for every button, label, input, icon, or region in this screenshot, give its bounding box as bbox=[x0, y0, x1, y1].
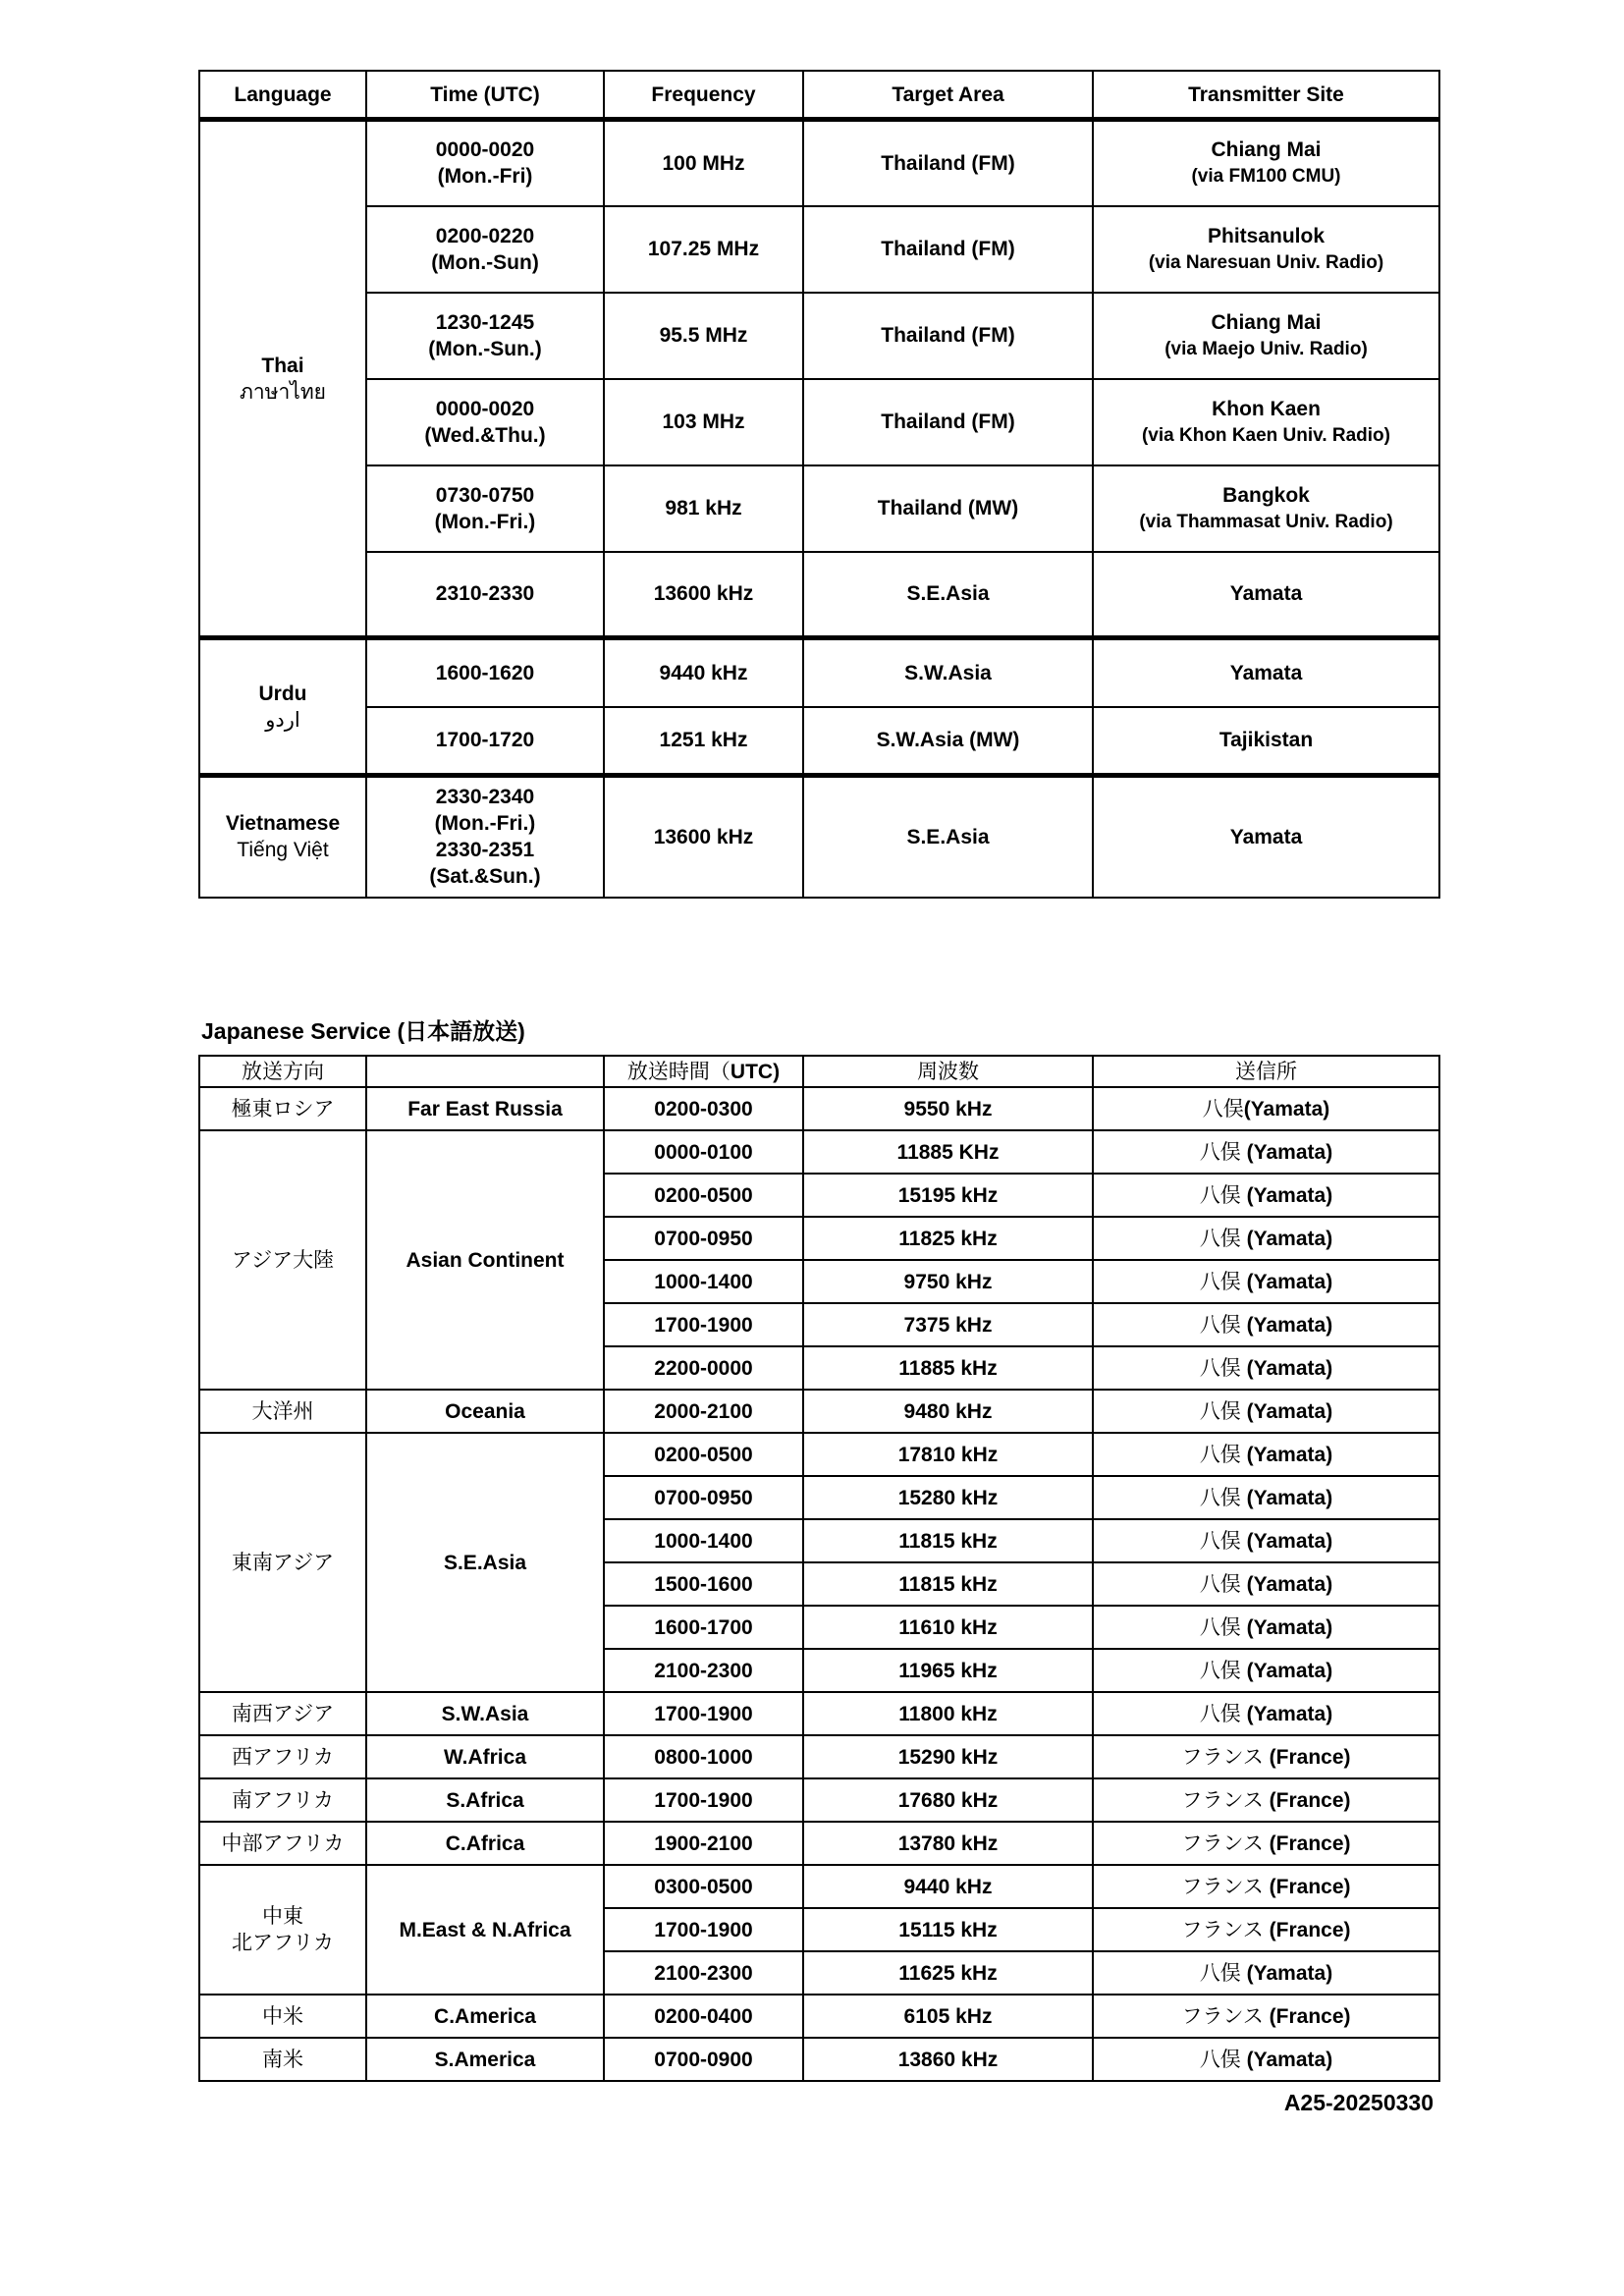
site-name: Yamata bbox=[1229, 825, 1303, 848]
frequency-cell: 11885 kHz bbox=[803, 1346, 1093, 1390]
time-cell: 0200-0500 bbox=[604, 1433, 803, 1476]
site-name: Tajikistan bbox=[1218, 729, 1314, 752]
site-en-name: (France) bbox=[1263, 2004, 1351, 2028]
transmitter-site-cell bbox=[1093, 1217, 1439, 1260]
site-en-name: (Yamata) bbox=[1240, 1961, 1333, 1985]
table-row bbox=[199, 1692, 1439, 1735]
language-cell bbox=[199, 120, 366, 638]
site-via: (via Maejo Univ. Radio) bbox=[1164, 338, 1368, 359]
site-jp-name: フランス bbox=[1181, 2004, 1264, 2028]
direction-en-cell: C.America bbox=[366, 1995, 604, 2038]
frequency-cell: 15280 kHz bbox=[803, 1476, 1093, 1519]
table-row bbox=[199, 1822, 1439, 1865]
site-name: Chiang Mai bbox=[1211, 138, 1322, 162]
site-en-name: (France) bbox=[1263, 1875, 1351, 1898]
direction-jp-cell bbox=[199, 1390, 366, 1433]
site-jp-name: 八俣 bbox=[1199, 1313, 1241, 1337]
target-area-cell: Thailand (MW) bbox=[803, 465, 1093, 552]
frequency-cell: 15195 kHz bbox=[803, 1174, 1093, 1217]
time-cell bbox=[366, 293, 604, 379]
transmitter-site-cell bbox=[1093, 1995, 1439, 2038]
direction-jp-line: アジア大陸 bbox=[231, 1248, 335, 1272]
header-transmitter-site: Transmitter Site bbox=[1093, 71, 1439, 120]
transmitter-site-cell bbox=[1093, 293, 1439, 379]
time-cell: 1700-1900 bbox=[604, 1908, 803, 1951]
direction-en-cell: W.Africa bbox=[366, 1735, 604, 1778]
direction-en-cell: S.America bbox=[366, 2038, 604, 2081]
schedule-header-row bbox=[199, 71, 1439, 120]
time-cell bbox=[366, 552, 604, 638]
site-jp-name: 八俣 bbox=[1199, 1227, 1241, 1250]
transmitter-site-cell bbox=[1093, 707, 1439, 776]
jp-header-frequency: 周波数 bbox=[803, 1056, 1093, 1087]
table-row bbox=[199, 2038, 1439, 2081]
frequency-cell: 11965 kHz bbox=[803, 1649, 1093, 1692]
time-cell bbox=[366, 379, 604, 465]
table-row bbox=[199, 1087, 1439, 1130]
site-name: Yamata bbox=[1229, 661, 1303, 684]
schedule-table bbox=[198, 70, 1440, 899]
table-row bbox=[199, 293, 1439, 379]
target-area-cell: S.E.Asia bbox=[803, 552, 1093, 638]
frequency-cell: 11825 kHz bbox=[803, 1217, 1093, 1260]
direction-jp-cell bbox=[199, 1692, 366, 1735]
table-row bbox=[199, 1865, 1439, 1908]
site-en-name: (Yamata) bbox=[1240, 1183, 1333, 1207]
table-row bbox=[199, 707, 1439, 776]
transmitter-site-cell bbox=[1093, 776, 1439, 898]
time-cell: 2200-0000 bbox=[604, 1346, 803, 1390]
table-row bbox=[199, 638, 1439, 707]
direction-jp-cell bbox=[199, 1087, 366, 1130]
direction-en-cell: Oceania bbox=[366, 1390, 604, 1433]
target-area-cell: Thailand (FM) bbox=[803, 120, 1093, 206]
frequency-cell: 1251 kHz bbox=[604, 707, 803, 776]
direction-jp-line: 南アフリカ bbox=[232, 1788, 334, 1812]
jp-header-time-utc: UTC) bbox=[730, 1060, 781, 1083]
frequency-cell: 17680 kHz bbox=[803, 1778, 1093, 1822]
site-jp-name: 八俣 bbox=[1199, 1486, 1241, 1509]
table-row bbox=[199, 776, 1439, 898]
site-jp-name: 八俣 bbox=[1199, 1615, 1241, 1639]
jp-header-blank bbox=[366, 1056, 604, 1087]
frequency-cell: 7375 kHz bbox=[803, 1303, 1093, 1346]
site-en-name: (France) bbox=[1263, 1831, 1351, 1855]
site-via: (via Khon Kaen Univ. Radio) bbox=[1141, 424, 1390, 446]
time-line: 1600-1620 bbox=[435, 661, 535, 684]
frequency-cell: 11800 kHz bbox=[803, 1692, 1093, 1735]
frequency-cell: 11885 KHz bbox=[803, 1130, 1093, 1174]
time-cell: 2000-2100 bbox=[604, 1390, 803, 1433]
site-name: Bangkok bbox=[1222, 483, 1310, 507]
direction-en-cell: S.E.Asia bbox=[366, 1433, 604, 1692]
frequency-cell: 11610 kHz bbox=[803, 1606, 1093, 1649]
transmitter-site-cell bbox=[1093, 1908, 1439, 1951]
direction-en-cell: M.East & N.Africa bbox=[366, 1865, 604, 1995]
direction-jp-line: 中東 bbox=[262, 1905, 303, 1928]
time-cell: 0200-0400 bbox=[604, 1995, 803, 2038]
time-cell bbox=[366, 206, 604, 293]
time-line: 1230-1245 bbox=[435, 310, 535, 334]
site-en-name: (Yamata) bbox=[1240, 1572, 1333, 1596]
site-jp-name: 八俣 bbox=[1199, 1270, 1241, 1293]
frequency-cell: 9750 kHz bbox=[803, 1260, 1093, 1303]
target-area-cell: S.E.Asia bbox=[803, 776, 1093, 898]
direction-jp-cell bbox=[199, 1433, 366, 1692]
site-jp-name: フランス bbox=[1181, 1875, 1264, 1898]
time-cell: 2100-2300 bbox=[604, 1951, 803, 1995]
direction-jp-line: 極東ロシア bbox=[231, 1097, 335, 1121]
time-cell: 2100-2300 bbox=[604, 1649, 803, 1692]
header-target-area: Target Area bbox=[803, 71, 1093, 120]
frequency-cell: 981 kHz bbox=[604, 465, 803, 552]
site-name: Phitsanulok bbox=[1207, 224, 1326, 247]
table-row bbox=[199, 1735, 1439, 1778]
time-cell bbox=[366, 465, 604, 552]
direction-en-cell: S.W.Asia bbox=[366, 1692, 604, 1735]
site-en-name: (Yamata) bbox=[1240, 1529, 1333, 1553]
target-area-cell: Thailand (FM) bbox=[803, 206, 1093, 293]
transmitter-site-cell bbox=[1093, 1303, 1439, 1346]
transmitter-site-cell bbox=[1093, 120, 1439, 206]
time-line: (Mon.-Fri) bbox=[437, 165, 533, 189]
table-row bbox=[199, 465, 1439, 552]
time-cell: 0700-0950 bbox=[604, 1476, 803, 1519]
time-line: (Mon.-Fri.) bbox=[434, 812, 536, 836]
language-name: Thai bbox=[261, 354, 304, 377]
transmitter-site-cell bbox=[1093, 1260, 1439, 1303]
time-line: (Mon.-Sun) bbox=[431, 250, 539, 274]
site-name: Chiang Mai bbox=[1211, 310, 1322, 334]
site-en-name: (Yamata) bbox=[1240, 1270, 1333, 1293]
time-cell: 1900-2100 bbox=[604, 1822, 803, 1865]
language-name: Urdu bbox=[258, 682, 307, 705]
jp-header-direction: 放送方向 bbox=[199, 1056, 366, 1087]
direction-jp-cell bbox=[199, 1865, 366, 1995]
time-cell: 1700-1900 bbox=[604, 1692, 803, 1735]
language-native-name: Tiếng Việt bbox=[237, 839, 329, 862]
time-cell: 0200-0500 bbox=[604, 1174, 803, 1217]
transmitter-site-cell bbox=[1093, 379, 1439, 465]
site-jp-name: 八俣 bbox=[1199, 1529, 1241, 1553]
direction-jp-cell bbox=[199, 1130, 366, 1390]
time-cell: 1700-1900 bbox=[604, 1778, 803, 1822]
transmitter-site-cell bbox=[1093, 1087, 1439, 1130]
direction-jp-cell bbox=[199, 1822, 366, 1865]
direction-jp-line: 南米 bbox=[262, 2048, 303, 2071]
frequency-cell: 11815 kHz bbox=[803, 1519, 1093, 1562]
frequency-cell: 11625 kHz bbox=[803, 1951, 1093, 1995]
jp-header-site: 送信所 bbox=[1093, 1056, 1439, 1087]
table-row bbox=[199, 1433, 1439, 1476]
time-line: 2330-2340 bbox=[435, 786, 535, 809]
table-row bbox=[199, 1130, 1439, 1174]
site-en-name: (Yamata) bbox=[1240, 1443, 1333, 1466]
site-jp-name: フランス bbox=[1181, 1831, 1264, 1855]
direction-jp-cell bbox=[199, 1778, 366, 1822]
table-row bbox=[199, 206, 1439, 293]
table-row bbox=[199, 1995, 1439, 2038]
transmitter-site-cell bbox=[1093, 1346, 1439, 1390]
site-en-name: (Yamata) bbox=[1243, 1097, 1330, 1121]
site-jp-name: フランス bbox=[1181, 1918, 1264, 1941]
time-cell: 0000-0100 bbox=[604, 1130, 803, 1174]
transmitter-site-cell bbox=[1093, 1174, 1439, 1217]
frequency-cell: 103 MHz bbox=[604, 379, 803, 465]
time-cell bbox=[366, 120, 604, 206]
table-row bbox=[199, 1390, 1439, 1433]
time-line: (Mon.-Fri.) bbox=[434, 510, 536, 533]
transmitter-site-cell bbox=[1093, 1735, 1439, 1778]
time-line: 1700-1720 bbox=[435, 729, 535, 752]
frequency-cell: 15290 kHz bbox=[803, 1735, 1093, 1778]
transmitter-site-cell bbox=[1093, 1865, 1439, 1908]
transmitter-site-cell bbox=[1093, 638, 1439, 707]
time-line: (Wed.&Thu.) bbox=[424, 423, 546, 447]
site-jp-name: 八俣 bbox=[1199, 1140, 1241, 1164]
language-native-name: ภาษาไทย bbox=[240, 380, 326, 404]
direction-en-cell: Far East Russia bbox=[366, 1087, 604, 1130]
time-line: 0000-0020 bbox=[435, 138, 535, 162]
direction-jp-line: 中部アフリカ bbox=[221, 1831, 345, 1855]
site-en-name: (Yamata) bbox=[1240, 1356, 1333, 1380]
time-line: (Sat.&Sun.) bbox=[429, 865, 541, 889]
transmitter-site-cell bbox=[1093, 465, 1439, 552]
time-line: 0730-0750 bbox=[435, 483, 535, 507]
header-language: Language bbox=[199, 71, 366, 120]
site-en-name: (Yamata) bbox=[1240, 1140, 1333, 1164]
site-via: (via FM100 CMU) bbox=[1191, 166, 1341, 188]
frequency-cell: 13600 kHz bbox=[604, 776, 803, 898]
frequency-cell: 6105 kHz bbox=[803, 1995, 1093, 2038]
transmitter-site-cell bbox=[1093, 206, 1439, 293]
direction-jp-cell bbox=[199, 1735, 366, 1778]
frequency-cell: 9480 kHz bbox=[803, 1390, 1093, 1433]
site-name: Khon Kaen bbox=[1212, 397, 1321, 420]
site-jp-name: 八俣 bbox=[1202, 1097, 1244, 1121]
time-line: 0000-0020 bbox=[435, 397, 535, 420]
direction-jp-line: 東南アジア bbox=[231, 1551, 335, 1574]
target-area-cell: S.W.Asia bbox=[803, 638, 1093, 707]
document-id: A25-20250330 bbox=[1283, 2090, 1434, 2115]
site-en-name: (France) bbox=[1263, 1745, 1351, 1769]
site-en-name: (Yamata) bbox=[1240, 2048, 1333, 2071]
frequency-cell: 11815 kHz bbox=[803, 1562, 1093, 1606]
site-jp-name: 八俣 bbox=[1199, 1399, 1241, 1423]
header-time: Time (UTC) bbox=[366, 71, 604, 120]
frequency-cell: 100 MHz bbox=[604, 120, 803, 206]
time-line: 0200-0220 bbox=[435, 224, 535, 247]
site-jp-name: 八俣 bbox=[1199, 1659, 1241, 1682]
direction-jp-line: 中米 bbox=[262, 2004, 303, 2028]
site-en-name: (France) bbox=[1263, 1918, 1351, 1941]
frequency-cell: 9550 kHz bbox=[803, 1087, 1093, 1130]
time-cell: 0700-0950 bbox=[604, 1217, 803, 1260]
site-en-name: (Yamata) bbox=[1240, 1615, 1333, 1639]
site-name: Yamata bbox=[1229, 582, 1303, 606]
time-cell: 1600-1700 bbox=[604, 1606, 803, 1649]
site-en-name: (France) bbox=[1263, 1788, 1351, 1812]
site-jp-name: 八俣 bbox=[1199, 1572, 1241, 1596]
site-via: (via Thammasat Univ. Radio) bbox=[1139, 511, 1393, 532]
direction-jp-cell bbox=[199, 2038, 366, 2081]
jp-header-time-prefix: 放送時間（ bbox=[626, 1060, 731, 1083]
transmitter-site-cell bbox=[1093, 1562, 1439, 1606]
target-area-cell: S.W.Asia (MW) bbox=[803, 707, 1093, 776]
time-line: 2310-2330 bbox=[435, 582, 535, 606]
header-frequency: Frequency bbox=[604, 71, 803, 120]
direction-en-cell: Asian Continent bbox=[366, 1130, 604, 1390]
transmitter-site-cell bbox=[1093, 1951, 1439, 1995]
time-cell: 1000-1400 bbox=[604, 1519, 803, 1562]
frequency-cell: 17810 kHz bbox=[803, 1433, 1093, 1476]
transmitter-site-cell bbox=[1093, 1778, 1439, 1822]
frequency-cell: 9440 kHz bbox=[803, 1865, 1093, 1908]
time-cell: 1000-1400 bbox=[604, 1260, 803, 1303]
time-cell: 0800-1000 bbox=[604, 1735, 803, 1778]
jp-header-time bbox=[604, 1056, 803, 1087]
site-jp-name: 八俣 bbox=[1199, 1702, 1241, 1725]
language-cell bbox=[199, 638, 366, 776]
time-line: 2330-2351 bbox=[435, 839, 535, 862]
frequency-cell: 13860 kHz bbox=[803, 2038, 1093, 2081]
transmitter-site-cell bbox=[1093, 1822, 1439, 1865]
site-en-name: (Yamata) bbox=[1240, 1313, 1333, 1337]
site-jp-name: 八俣 bbox=[1199, 1961, 1241, 1985]
site-jp-name: フランス bbox=[1181, 1745, 1264, 1769]
direction-jp-line: 大洋州 bbox=[251, 1399, 314, 1423]
language-cell bbox=[199, 776, 366, 898]
frequency-cell: 9440 kHz bbox=[604, 638, 803, 707]
transmitter-site-cell bbox=[1093, 1519, 1439, 1562]
japanese-service-title: Japanese Service (日本語放送) bbox=[201, 1018, 525, 1044]
frequency-cell: 13600 kHz bbox=[604, 552, 803, 638]
site-jp-name: 八俣 bbox=[1199, 1443, 1241, 1466]
site-en-name: (Yamata) bbox=[1240, 1399, 1333, 1423]
site-en-name: (Yamata) bbox=[1240, 1702, 1333, 1725]
frequency-cell: 13780 kHz bbox=[803, 1822, 1093, 1865]
site-en-name: (Yamata) bbox=[1240, 1486, 1333, 1509]
direction-jp-line: 北アフリカ bbox=[232, 1932, 334, 1954]
transmitter-site-cell bbox=[1093, 1649, 1439, 1692]
table-row bbox=[199, 1778, 1439, 1822]
site-jp-name: フランス bbox=[1181, 1788, 1264, 1812]
time-cell: 0700-0900 bbox=[604, 2038, 803, 2081]
direction-en-cell: S.Africa bbox=[366, 1778, 604, 1822]
jp-header-row bbox=[199, 1056, 1439, 1087]
time-cell: 1500-1600 bbox=[604, 1562, 803, 1606]
table-row bbox=[199, 552, 1439, 638]
transmitter-site-cell bbox=[1093, 1606, 1439, 1649]
time-cell bbox=[366, 776, 604, 898]
transmitter-site-cell bbox=[1093, 552, 1439, 638]
direction-jp-cell bbox=[199, 1995, 366, 2038]
time-cell: 0300-0500 bbox=[604, 1865, 803, 1908]
time-cell bbox=[366, 707, 604, 776]
direction-en-cell: C.Africa bbox=[366, 1822, 604, 1865]
target-area-cell: Thailand (FM) bbox=[803, 379, 1093, 465]
frequency-cell: 107.25 MHz bbox=[604, 206, 803, 293]
site-jp-name: 八俣 bbox=[1199, 2048, 1241, 2071]
transmitter-site-cell bbox=[1093, 1130, 1439, 1174]
transmitter-site-cell bbox=[1093, 1476, 1439, 1519]
time-cell: 1700-1900 bbox=[604, 1303, 803, 1346]
language-name: Vietnamese bbox=[225, 812, 341, 836]
transmitter-site-cell bbox=[1093, 2038, 1439, 2081]
transmitter-site-cell bbox=[1093, 1692, 1439, 1735]
site-en-name: (Yamata) bbox=[1240, 1659, 1333, 1682]
site-en-name: (Yamata) bbox=[1240, 1227, 1333, 1250]
table-row bbox=[199, 379, 1439, 465]
frequency-cell: 15115 kHz bbox=[803, 1908, 1093, 1951]
language-native-name: اردو bbox=[265, 708, 300, 732]
target-area-cell: Thailand (FM) bbox=[803, 293, 1093, 379]
transmitter-site-cell bbox=[1093, 1433, 1439, 1476]
site-jp-name: 八俣 bbox=[1199, 1183, 1241, 1207]
table-row bbox=[199, 120, 1439, 206]
japanese-service-table bbox=[198, 1055, 1440, 2082]
time-cell bbox=[366, 638, 604, 707]
frequency-cell: 95.5 MHz bbox=[604, 293, 803, 379]
time-line: (Mon.-Sun.) bbox=[428, 337, 542, 360]
site-jp-name: 八俣 bbox=[1199, 1356, 1241, 1380]
direction-jp-line: 西アフリカ bbox=[232, 1745, 334, 1769]
direction-jp-line: 南西アジア bbox=[231, 1702, 335, 1725]
site-via: (via Naresuan Univ. Radio) bbox=[1148, 251, 1384, 273]
time-cell: 0200-0300 bbox=[604, 1087, 803, 1130]
transmitter-site-cell bbox=[1093, 1390, 1439, 1433]
